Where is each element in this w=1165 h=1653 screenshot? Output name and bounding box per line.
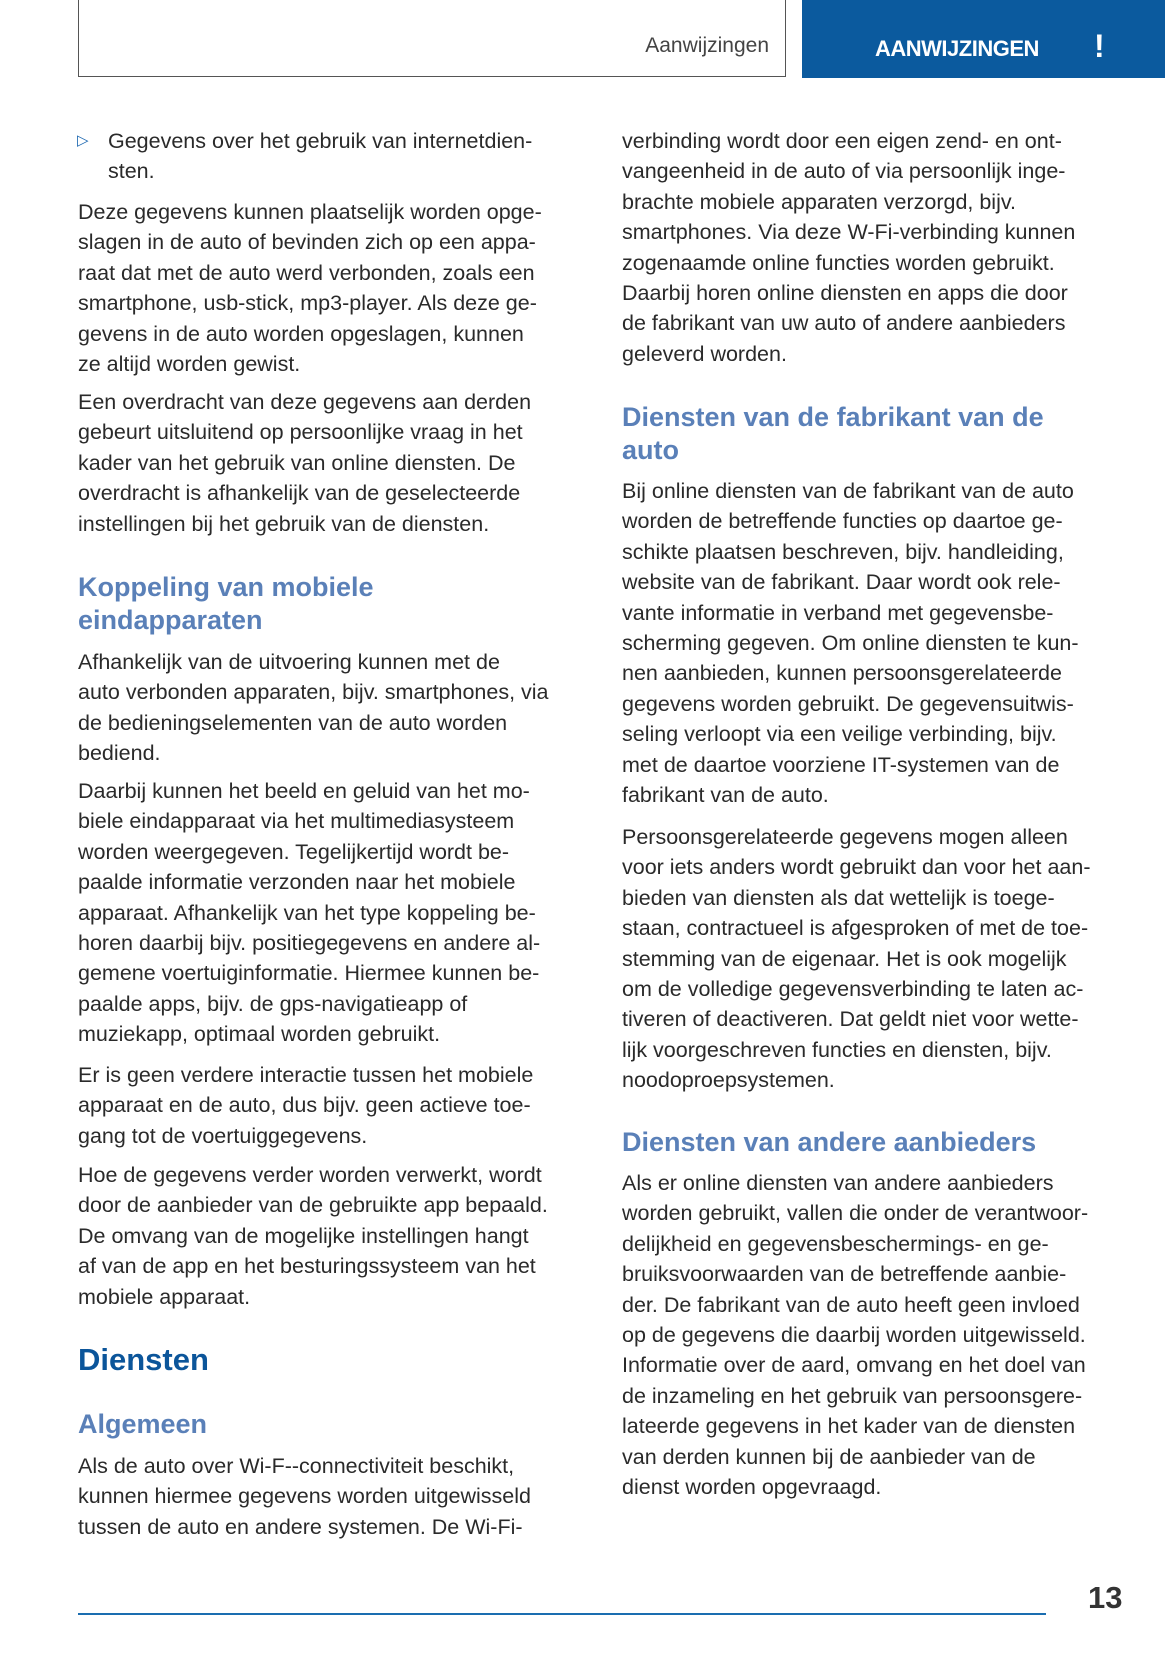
heading-diensten xyxy=(78,1343,209,1377)
paragraph xyxy=(78,1060,533,1151)
text-line: instellingen bij het gebruik van de diensten. xyxy=(78,511,490,536)
text-line: Er is geen verdere interactie tussen het mobiele xyxy=(78,1063,534,1087)
bullet-triangle-icon: ▷ xyxy=(77,132,89,149)
text-line: de bedieningselementen van de auto worden xyxy=(78,710,508,735)
text-line: slagen in de auto of bevinden zich op een appa- xyxy=(78,230,536,255)
text-line: auto verbonden apparaten, bijv. smartphones, via xyxy=(78,680,549,705)
text-line: worden gebruikt, vallen die onder de verantwoor- xyxy=(622,1201,1089,1226)
text-line: De omvang van de mogelijke instellingen hangt xyxy=(78,1223,529,1248)
text-line: biele eindapparaat via het multimediasysteem xyxy=(78,809,515,834)
text-line: gemene voertuiginformatie. Hiermee kunnen be- xyxy=(78,961,540,986)
text-line: mobiele apparaat. xyxy=(78,1284,251,1309)
text-line: Bij online diensten van de fabrikant van de auto xyxy=(622,479,1074,503)
text-line: gang tot de voertuiggegevens. xyxy=(78,1123,368,1148)
text-line: stemming van de eigenaar. Het is ook mogelijk xyxy=(622,946,1067,971)
subheading-algemeen xyxy=(78,1408,207,1441)
text-line: af van de app en het besturingssysteem van het xyxy=(78,1254,536,1279)
chapter-tab xyxy=(802,0,1165,78)
text-line: Afhankelijk van de uitvoering kunnen met de xyxy=(78,650,500,674)
text-line: nen aanbieden, kunnen persoonsgerelateerde xyxy=(622,661,1062,686)
text-line: tiveren of deactiveren. Dat geldt niet voor wette- xyxy=(622,1007,1079,1032)
text-line: op de gegevens die daarbij worden uitgewisseld. xyxy=(622,1323,1086,1348)
text-line: overdracht is afhankelijk van de geselecteerde xyxy=(78,481,521,506)
text-line: staan, contractueel is afgesproken of met de toe- xyxy=(622,916,1089,941)
paragraph xyxy=(622,1168,1088,1502)
chapter-title: AANWIJZINGEN xyxy=(875,36,1039,61)
text-line: voor iets anders wordt gebruikt dan voor het aan- xyxy=(622,855,1091,880)
text-line: Deze gegevens kunnen plaatselijk worden opge- xyxy=(78,200,542,224)
text-line: verbinding wordt door een eigen zend- en ont- xyxy=(622,129,1062,153)
text-line: smartphone, usb-stick, mp3-player. Als deze ge- xyxy=(78,291,537,316)
subheading-koppeling xyxy=(78,571,374,637)
text-line: delijkheid en gegevensbeschermings- en ge- xyxy=(622,1231,1049,1256)
text-line: gegevens worden gebruikt. De gegevensuitwis- xyxy=(622,691,1074,716)
text-line: Diensten xyxy=(78,1342,209,1377)
text-line: noodoproepsystemen. xyxy=(622,1068,835,1093)
text-line: van derden kunnen bij de aanbieder van de xyxy=(622,1444,1036,1469)
text-line: om de volledige gegevensverbinding te laten ac- xyxy=(622,977,1084,1002)
text-line: Een overdracht van deze gegevens aan derden xyxy=(78,390,532,414)
text-line: bieden van diensten als dat wettelijk is toege- xyxy=(622,885,1055,910)
text-line: Als er online diensten van andere aanbieders xyxy=(622,1171,1054,1195)
text-line: apparaat en de auto, dus bijv. geen actieve toe- xyxy=(78,1093,531,1118)
text-line: seling verloopt via een veilige verbinding, bijv. xyxy=(622,722,1057,747)
text-line: lijk voorgeschreven functies en diensten, bijv. xyxy=(622,1037,1052,1062)
paragraph xyxy=(622,822,1091,1096)
subheading-fabrikant xyxy=(622,401,1044,467)
text-line: horen daarbij bijv. positiegegevens en andere al- xyxy=(78,931,541,956)
paragraph xyxy=(78,776,540,1050)
text-line: Persoonsgerelateerde gegevens mogen alleen xyxy=(622,825,1068,849)
paragraph xyxy=(78,647,549,769)
text-line: vante informatie in verband met gegevensbe- xyxy=(622,600,1054,625)
text-line: sten. xyxy=(108,159,155,184)
text-line: schikte plaatsen beschreven, bijv. handleiding, xyxy=(622,539,1064,564)
text-line: de fabrikant van uw auto of andere aanbieders xyxy=(622,311,1066,336)
text-line: Diensten van andere aanbieders xyxy=(622,1127,1037,1157)
text-line: zogenaamde online functies worden gebruikt. xyxy=(622,250,1055,275)
text-line: door de aanbieder van de gebruikte app bepaald. xyxy=(78,1193,548,1218)
text-line: Als de auto over Wi-F--connectiviteit beschikt, xyxy=(78,1454,515,1478)
page-number: 13 xyxy=(1088,1580,1123,1615)
text-line: bediend. xyxy=(78,741,161,766)
text-line: paalde informatie verzonden naar het mobiele xyxy=(78,870,516,895)
text-line: bruiksvoorwaarden van de betreffende aanbie- xyxy=(622,1262,1067,1287)
text-line: gevens in de auto worden opgeslagen, kunnen xyxy=(78,321,524,346)
text-line: scherming gegeven. Om online diensten te kun- xyxy=(622,631,1079,656)
subheading-andere-aanbieders xyxy=(622,1126,1036,1159)
section-title: Aanwijzingen xyxy=(645,34,769,57)
exclamation-icon: ! xyxy=(1094,28,1105,64)
bullet-item xyxy=(78,126,532,187)
footer-divider xyxy=(78,1613,1046,1615)
text-line: dienst worden opgevraagd. xyxy=(622,1475,882,1500)
text-line: tussen de auto en andere systemen. De Wi-Fi- xyxy=(78,1514,523,1539)
text-line: Informatie over de aard, omvang en het doel van xyxy=(622,1353,1086,1378)
text-line: Daarbij kunnen het beeld en geluid van het mo- xyxy=(78,779,530,803)
text-line: Gegevens over het gebruik van internetdien- xyxy=(108,129,533,153)
text-line: geleverd worden. xyxy=(622,341,787,366)
text-line: auto xyxy=(622,435,679,465)
paragraph xyxy=(622,126,1075,369)
paragraph xyxy=(78,1451,531,1542)
running-header-box xyxy=(78,0,786,77)
text-line: Hoe de gegevens verder worden verwerkt, wordt xyxy=(78,1163,542,1187)
text-line: Algemeen xyxy=(78,1409,208,1439)
text-line: de inzameling en het gebruik van persoonsgere- xyxy=(622,1383,1083,1408)
text-line: Diensten van de fabrikant van de xyxy=(622,402,1044,432)
text-line: vangeenheid in de auto of via persoonlijk inge- xyxy=(622,159,1066,184)
text-line: worden weergegeven. Tegelijkertijd wordt be- xyxy=(78,839,510,864)
text-line: Daarbij horen online diensten en apps die door xyxy=(622,281,1068,306)
paragraph xyxy=(78,197,542,379)
text-line: kader van het gebruik van online diensten. De xyxy=(78,450,516,475)
text-line: paalde apps, bijv. de gps-navigatieapp of xyxy=(78,991,468,1016)
text-line: Koppeling van mobiele xyxy=(78,572,374,602)
paragraph xyxy=(78,387,531,539)
text-line: eindapparaten xyxy=(78,605,263,635)
text-line: lateerde gegevens in het kader van de diensten xyxy=(622,1414,1076,1439)
paragraph xyxy=(78,1160,548,1312)
text-line: website van de fabrikant. Daar wordt ook rele- xyxy=(622,570,1061,595)
text-line: gebeurt uitsluitend op persoonlijke vraag in het xyxy=(78,420,523,445)
text-line: brachte mobiele apparaten verzorgd, bijv. xyxy=(622,189,1016,214)
text-line: met de daartoe voorziene IT-systemen van de xyxy=(622,752,1060,777)
paragraph xyxy=(622,476,1079,810)
text-line: apparaat. Afhankelijk van het type koppeling be- xyxy=(78,900,536,925)
text-line: ze altijd worden gewist. xyxy=(78,352,301,377)
text-line: kunnen hiermee gegevens worden uitgewisseld xyxy=(78,1484,531,1509)
text-line: worden de betreffende functies op daartoe ge- xyxy=(622,509,1063,534)
text-line: smartphones. Via deze W-Fi-verbinding kunnen xyxy=(622,220,1076,245)
text-line: fabrikant van de auto. xyxy=(622,783,829,808)
text-line: raat dat met de auto werd verbonden, zoals een xyxy=(78,260,535,285)
text-line: der. De fabrikant van de auto heeft geen invloed xyxy=(622,1292,1080,1317)
text-line: muziekapp, optimaal worden gebruikt. xyxy=(78,1022,441,1047)
